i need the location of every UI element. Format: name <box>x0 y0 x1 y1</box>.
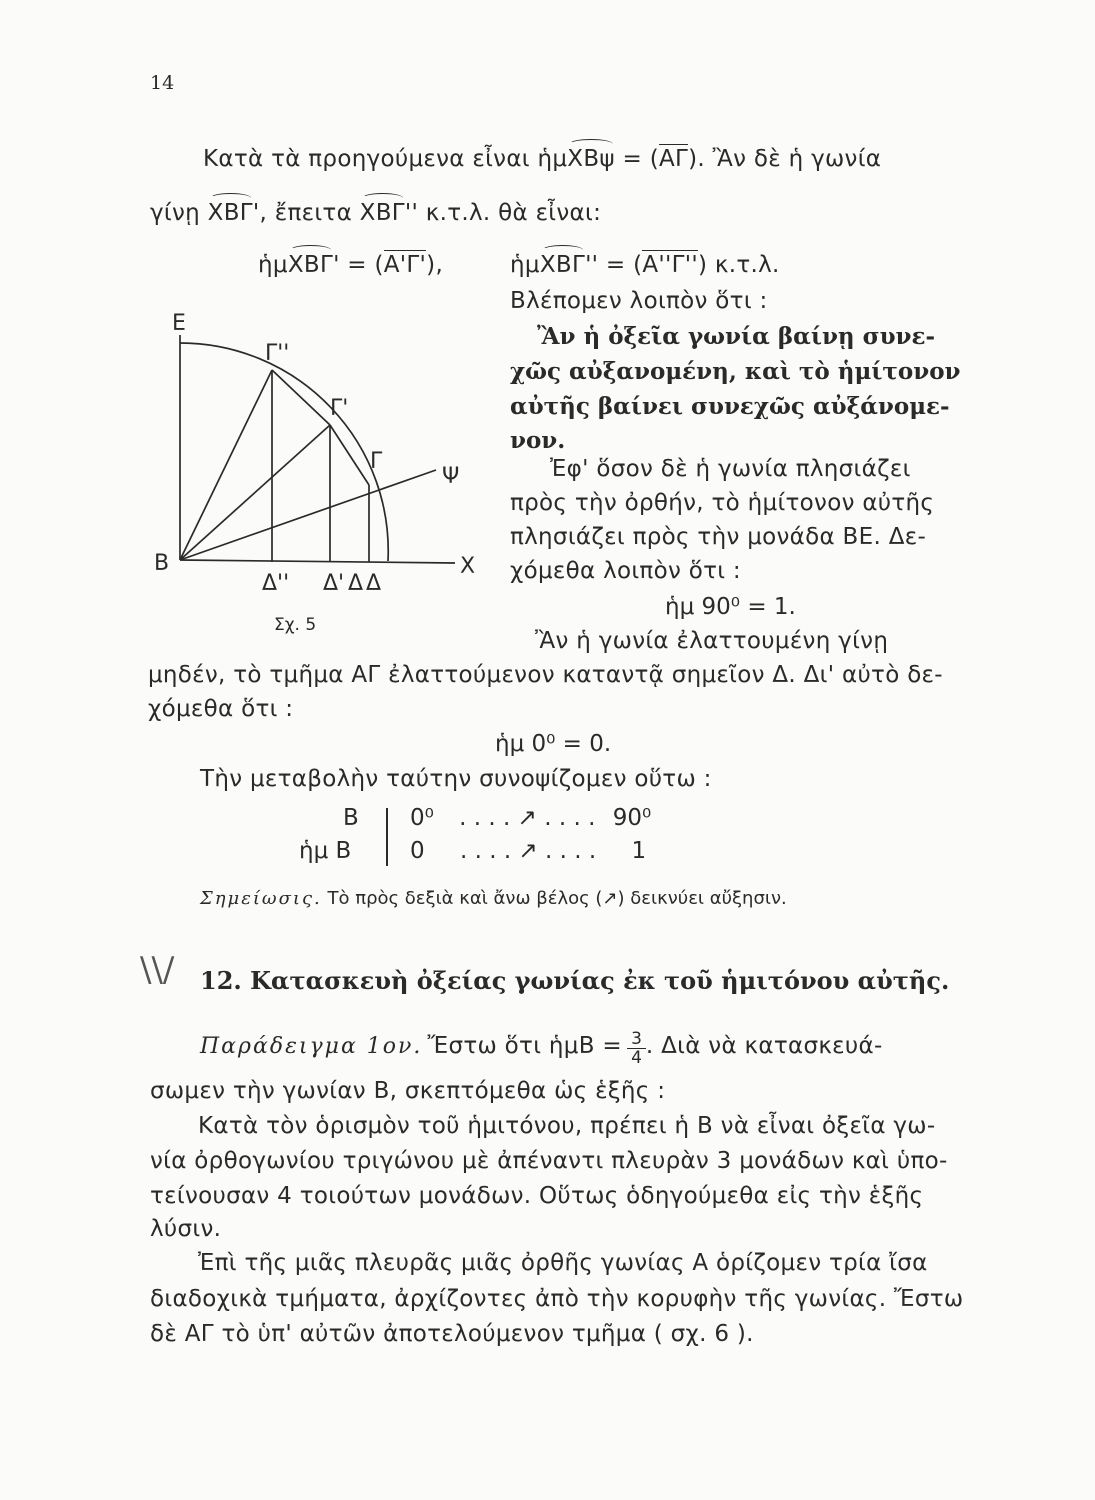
p2-line-2: μηδέν, τὸ τμῆμα ΑΓ ἐλαττούμενον καταντᾷ σημεῖον Δ. Δι' αὐτὸ δε- <box>148 662 943 688</box>
angle-notation: ΧΒΓ <box>539 252 586 278</box>
text-line-3 <box>258 252 443 278</box>
bold-line-4: νον. <box>510 427 566 454</box>
section-number: 12. <box>200 966 242 995</box>
denominator: 4 <box>631 1048 642 1068</box>
p4-line-2: διαδοχικὰ τμήματα, ἀρχίζοντες ἀπὸ τὴν κορυφὴν τῆς γωνίας. Ἔστω <box>150 1286 964 1312</box>
text-line-1 <box>203 146 881 172</box>
page-number: 14 <box>150 72 175 94</box>
radius-g1 <box>180 425 330 560</box>
margin-check-mark: \\/ <box>140 950 175 990</box>
axis-bx <box>180 560 455 563</box>
angle-notation: ΧΒΓ <box>359 200 405 226</box>
bold-line-1: Ἂν ἡ ὀξεῖα γωνία βαίνῃ συνε- <box>537 323 936 350</box>
figure-caption: Σχ. 5 <box>274 615 317 635</box>
segment-notation: Α''Γ'' <box>642 252 699 278</box>
chord-g1-g <box>330 425 369 485</box>
label-g: Γ <box>370 449 383 474</box>
right-line-2: Ἐφ' ὅσον δὲ ἡ γωνία πλησιάζει <box>550 456 911 482</box>
ray-psi <box>180 470 436 560</box>
segment-notation: ΑΓ <box>658 146 689 172</box>
p3-line-4: λύσιν. <box>150 1216 222 1242</box>
text: = ( <box>614 146 659 172</box>
angle-notation: ΧΒΓ <box>287 252 334 278</box>
equation-sin90: ἡμ 90⁰ = 1. <box>665 594 796 620</box>
label-e: Ε <box>172 311 186 336</box>
text: Κατὰ τὰ προηγούμενα εἶναι ἡμ <box>203 146 568 172</box>
text: Ἔστω ὅτι ἡμΒ = <box>427 1033 622 1059</box>
fraction <box>627 1030 646 1067</box>
p4-line-1: Ἐπὶ τῆς μιᾶς πλευρᾶς μιᾶς ὀρθῆς γωνίας Α ὁρίζομεν τρία ἴσα <box>198 1250 928 1276</box>
p4-line-3: δὲ ΑΓ τὸ ὑπ' αὐτῶν ἀποτελούμενον τμῆμα ( σχ. 6 ). <box>150 1321 754 1347</box>
increase-arrow: ↗ <box>518 838 538 864</box>
value-end: 90⁰ <box>612 805 652 831</box>
text: ), <box>426 252 444 278</box>
p2-line-1: Ἂν ἡ γωνία ἐλαττουμένη γίνῃ <box>535 628 889 654</box>
note <box>200 888 787 909</box>
example-label: Παράδειγμα 1ον. <box>200 1034 423 1059</box>
text-line-3b <box>510 252 780 278</box>
angle-notation: ΧΒΓ <box>207 200 253 226</box>
p2-line-3: χόμεθα ὅτι : <box>148 696 294 722</box>
text: ). Ἂν δὲ ἡ γωνία <box>688 146 882 172</box>
numerator: 3 <box>627 1030 646 1049</box>
table-row-1 <box>410 805 651 831</box>
bold-line-2: χῶς αὐξανομένη, καὶ τὸ ἡμίτονον <box>510 358 961 385</box>
text: ' = ( <box>333 252 384 278</box>
text: '' = ( <box>585 252 643 278</box>
right-line-1: Βλέπομεν λοιπὸν ὅτι : <box>510 288 768 314</box>
dots: . . . . <box>544 805 596 831</box>
section-title: Κατασκευὴ ὀξείας γωνίας ἐκ τοῦ ἡμιτόνου αὐτῆς. <box>250 966 950 995</box>
example-line-1 <box>200 1030 883 1067</box>
text: ἡμ <box>510 252 540 278</box>
label-psi: Ψ <box>442 464 460 489</box>
table-row-1-label: Β <box>343 805 359 831</box>
angle-notation: ΧΒψ <box>567 146 615 172</box>
text: γίνῃ <box>150 200 208 226</box>
radius-g2 <box>180 370 272 560</box>
dots: . . . . <box>459 838 512 864</box>
table-row-2-label: ἡμ Β <box>299 838 352 864</box>
increase-arrow: ↗ <box>517 805 537 831</box>
dots: . . . . <box>545 838 597 864</box>
text: . Διὰ νὰ κατασκευά- <box>645 1033 883 1059</box>
text: ) κ.τ.λ. <box>698 252 780 278</box>
table-divider <box>386 808 388 866</box>
label-x: Χ <box>460 554 476 579</box>
p3-line-3: τείνουσαν 4 τοιούτων μονάδων. Οὕτως ὁδηγούμεθα εἰς τὴν ἑξῆς <box>150 1183 924 1209</box>
table-row-2 <box>410 838 646 864</box>
p3-line-2: νία ὀρθογωνίου τριγώνου μὲ ἀπέναντι πλευρὰν 3 μονάδων καὶ ὑπο- <box>150 1148 948 1174</box>
right-line-5: χόμεθα λοιπὸν ὅτι : <box>510 558 741 584</box>
text: ', ἔπειτα <box>252 200 360 226</box>
label-d2: Δ'' <box>262 571 290 596</box>
label-d: Δ <box>366 571 382 596</box>
label-delta-a: Δ <box>348 571 364 596</box>
bold-line-3: αὐτῆς βαίνει συνεχῶς αὐξάνομε- <box>510 393 950 420</box>
p3-line-1: Κατὰ τὸν ὁρισμὸν τοῦ ἡμιτόνου, πρέπει ἡ Β νὰ εἶναι ὀξεῖα γω- <box>198 1113 936 1139</box>
label-g2: Γ'' <box>265 341 290 366</box>
quarter-arc <box>180 343 388 561</box>
value-end: 1 <box>631 838 647 864</box>
note-text: Τὸ πρὸς δεξιὰ καὶ ἄνω βέλος ( <box>327 888 603 909</box>
text: '' κ.τ.λ. θὰ εἶναι: <box>404 200 602 226</box>
text: ἡμ <box>258 252 288 278</box>
arrow-icon: ↗ <box>602 888 618 909</box>
label-d1: Δ' <box>323 571 345 596</box>
example-line-2: σωμεν τὴν γωνίαν Β, σκεπτόμεθα ὡς ἑξῆς : <box>150 1078 666 1104</box>
equation-sin0: ἡμ 0⁰ = 0. <box>495 731 612 757</box>
label-b: Β <box>154 551 170 576</box>
segment-notation: Α'Γ' <box>383 252 427 278</box>
p2-line-4: Τὴν μεταβολὴν ταύτην συνοψίζομεν οὕτω : <box>200 766 712 792</box>
figure-5 <box>140 300 500 640</box>
section-heading <box>200 966 949 995</box>
note-label: Σημείωσις. <box>200 888 322 909</box>
label-g1: Γ' <box>330 396 349 421</box>
text-line-2 <box>150 200 601 226</box>
right-line-3: πρὸς τὴν ὀρθήν, τὸ ἡμίτονον αὐτῆς <box>510 490 935 516</box>
note-text-2: ) δεικνύει αὔξησιν. <box>617 888 787 909</box>
value-start: 0⁰ <box>410 805 434 831</box>
dots: . . . . <box>459 805 511 831</box>
right-line-4: πλησιάζει πρὸς τὴν μονάδα ΒΕ. Δε- <box>510 524 927 550</box>
value-start: 0 <box>410 838 425 864</box>
